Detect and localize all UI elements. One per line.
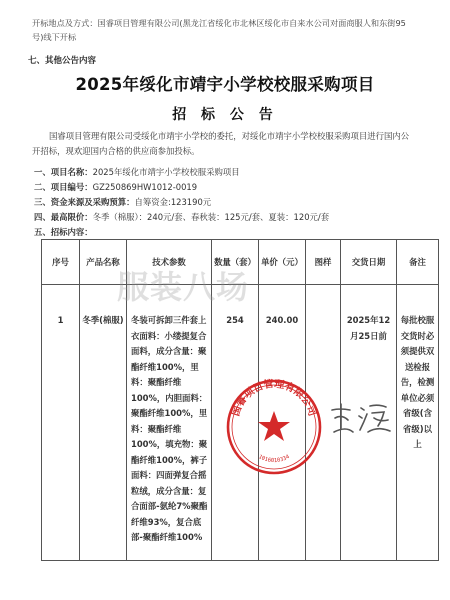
intro-text: 国睿项目管理有限公司受绥化市靖宇小学校的委托，对绥化市靖宇小学校校服采购项目进行国内公开招标，现欢迎国内合格的供应商参加投标。 bbox=[32, 131, 410, 156]
handwritten-signature bbox=[326, 398, 396, 438]
header-product-name: 产品名称 bbox=[80, 240, 127, 285]
header-tech-params: 技术参数 bbox=[127, 240, 212, 285]
seal-text: 国睿项目管理有限公司 bbox=[230, 378, 318, 418]
cell-no: 1 bbox=[42, 285, 80, 561]
header-unit-price: 单价（元） bbox=[259, 240, 306, 285]
cell-tech-params: 冬装可拆卸三件套上衣面料：小缕提复合面料，成分含量：聚酯纤维100%，里料：聚酯纤维100%，内胆面料：聚酯纤维100%，里料：聚酯纤维100%，填充物：聚酯纤维100%，裤子面料：四面弹复合摇粒绒，成分含量：复合面部-氨纶7%聚酯纤维93%，复合底部-聚酯纤维100% bbox=[127, 285, 212, 561]
table-header-row bbox=[42, 240, 439, 285]
header-quantity: 数量（套） bbox=[212, 240, 259, 285]
svg-text:1016010334 bbox=[257, 454, 291, 464]
project-info-list bbox=[34, 165, 424, 240]
section-7-heading: 七、其他公告内容 bbox=[28, 56, 97, 66]
info-label: 四、最高限价： bbox=[34, 212, 93, 222]
seal-star-icon bbox=[258, 411, 290, 441]
header-remark: 备注 bbox=[397, 240, 439, 285]
info-label: 二、项目编号： bbox=[34, 182, 93, 192]
bid-opening-location: 开标地点及方式：国睿项目管理有限公司(黑龙江省绥化市北林区绥化市自来水公司对面商服人和东街95号)线下开标 bbox=[32, 18, 406, 42]
cell-quantity: 254 bbox=[212, 285, 259, 561]
info-item-code bbox=[34, 180, 424, 195]
info-label: 三、资金来源及采购预算： bbox=[34, 197, 135, 207]
header-pattern: 图样 bbox=[306, 240, 341, 285]
info-value: 冬季（棉服）：240元/套、春秋装：125元/套、夏装：120元/套 bbox=[92, 212, 330, 222]
cell-unit-price: 240.00 bbox=[259, 285, 306, 561]
seal-code: 1016010334 bbox=[257, 454, 291, 465]
cell-delivery-date: 2025年12月25日前 bbox=[341, 285, 397, 561]
intro-paragraph bbox=[32, 129, 417, 159]
header-delivery-date: 交货日期 bbox=[341, 240, 397, 285]
info-label: 五、招标内容： bbox=[34, 227, 93, 237]
page-title: 2025年绥化市靖宇小学校校服采购项目 bbox=[75, 75, 375, 94]
info-item-budget bbox=[34, 195, 424, 210]
page-subtitle: 招 标 公 告 bbox=[172, 107, 278, 123]
company-seal-stamp bbox=[224, 377, 324, 477]
info-item-max-price bbox=[34, 210, 424, 225]
watermark: 服装八场 bbox=[117, 268, 250, 306]
info-value: 2025年绥化市靖宇小学校校服采购项目 bbox=[92, 167, 240, 177]
info-value: 自筹资金:123190元 bbox=[134, 197, 212, 207]
info-label: 一、项目名称： bbox=[34, 167, 93, 177]
info-item-content bbox=[34, 225, 424, 240]
info-item-name bbox=[34, 165, 424, 180]
info-value: GZ250869HW1012-0019 bbox=[92, 182, 198, 192]
cell-product-name: 冬季(棉服) bbox=[80, 285, 127, 561]
header-no: 序号 bbox=[42, 240, 80, 285]
cell-remark: 每批校服交货时必须提供双送检报告，检测单位必须省级(含省级)以上 bbox=[397, 285, 439, 561]
